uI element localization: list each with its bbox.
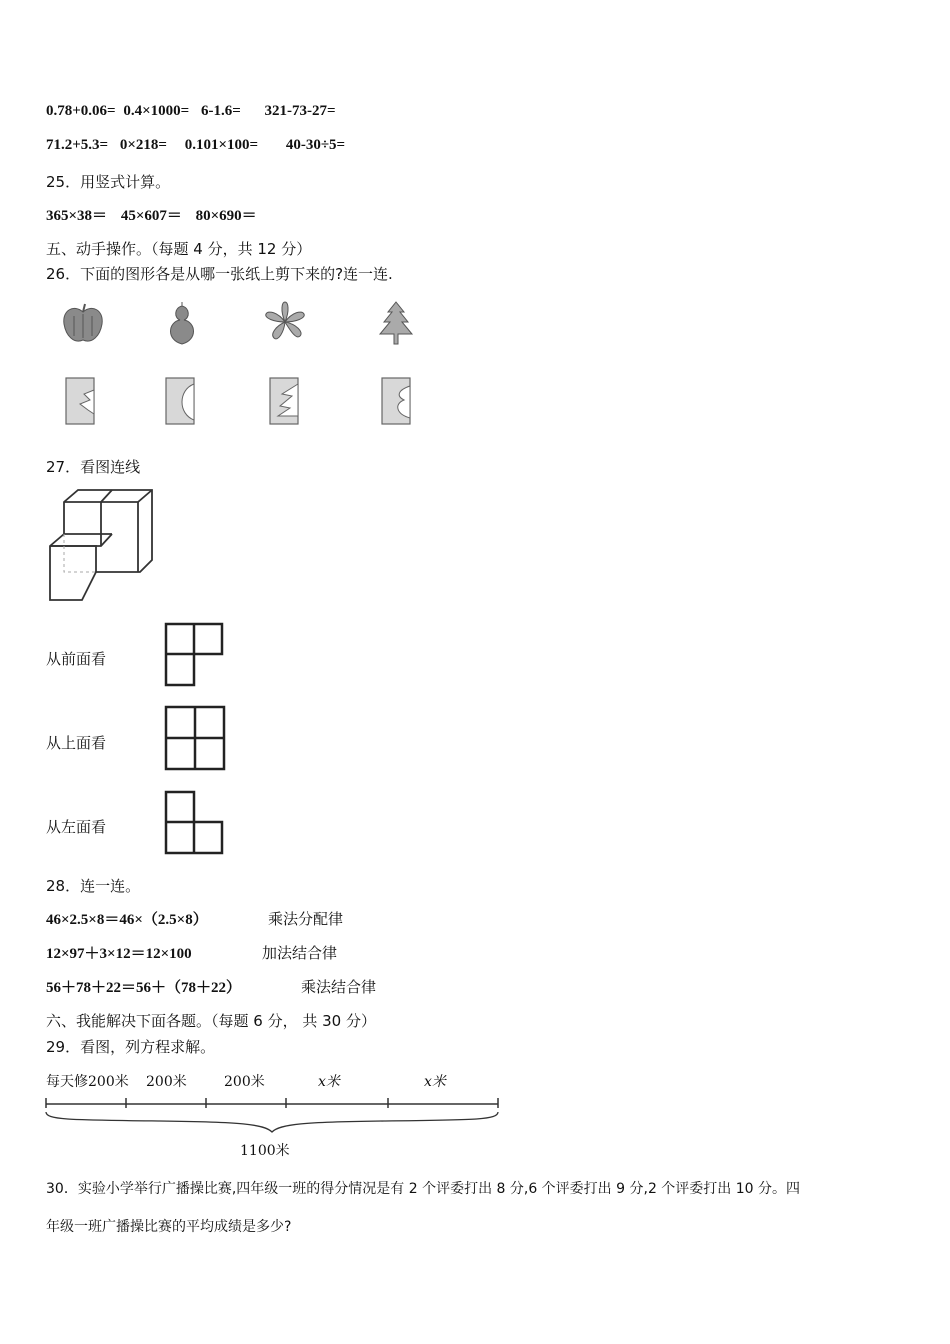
q28-right-2: 加法结合律 [262,944,338,962]
q29-seg-label-2: 200米 [146,1074,187,1090]
folded-paper-c-icon [268,376,300,426]
calc-item: 6-1.6= [200,103,241,119]
calc-item: 365×38＝ [46,208,108,224]
tree-shape-icon [376,300,416,346]
q28-left-1: 46×2.5×8＝46×（2.5×8） [46,912,208,928]
cube-stack-figure [46,488,158,604]
question-25-title: 25．用竖式计算。 [46,173,171,191]
calc-item: 321-73-27= [264,103,336,119]
q29-seg-label-3: 200米 [224,1074,265,1090]
calc-item: 40-30÷5= [285,137,346,153]
calc-item: 71.2+5.3= [46,137,109,153]
q29-seg-label-1: 每天修200米 [46,1074,129,1090]
calc-item: 80×690＝ [195,208,257,224]
calc-item: 0×218= [119,137,167,153]
question-28-title: 28．连一连。 [46,877,141,895]
folded-paper-d-icon [380,376,412,426]
top-view-label: 从上面看 [46,734,107,752]
gourd-shape-icon [162,300,202,346]
question-30-line-2: 年级一班广播操比赛的平均成绩是多少? [46,1219,292,1235]
section-5-heading: 五、动手操作。（每题 4 分，共 12 分） [46,240,312,258]
q28-right-3: 乘法结合律 [301,978,377,996]
q28-right-1: 乘法分配律 [268,910,344,928]
front-view-label: 从前面看 [46,650,107,668]
question-27-title: 27．看图连线 [46,458,141,476]
calc-item: 0.78+0.06= [46,103,116,119]
top-view-grid [164,705,228,771]
calc-item: 0.4×1000= [123,103,190,119]
q29-seg-label-4: x米 [318,1074,340,1090]
folded-paper-a-icon [64,376,96,426]
question-25-items [46,204,257,225]
calc-row-2 [46,137,345,154]
q28-left-3: 56＋78＋22＝56＋（78＋22） [46,980,242,996]
calc-item: 0.101×100= [184,137,259,153]
left-view-grid [164,790,226,856]
question-30-line-1: 30．实验小学举行广播操比赛,四年级一班的得分情况是有 2 个评委打出 8 分,6 个评委打出 9 分,2 个评委打出 10 分。四 [46,1181,801,1197]
q29-seg-label-5: x米 [424,1074,446,1090]
left-view-label: 从左面看 [46,818,107,836]
question-26-title: 26．下面的图形各是从哪一张纸上剪下来的?连一连. [46,265,393,283]
folded-paper-b-icon [164,376,196,426]
q28-left-2: 12×97＋3×12＝12×100 [46,946,192,962]
apple-shape-icon [60,300,106,346]
flower-shape-icon [262,300,308,344]
question-29-title: 29．看图，列方程求解。 [46,1038,216,1056]
q29-total-label: 1100米 [240,1143,290,1159]
front-view-grid [164,622,226,688]
calc-row-1 [46,103,336,120]
q29-segment-diagram [40,1094,510,1134]
calc-item: 45×607＝ [120,208,182,224]
section-6-heading: 六、我能解决下面各题。（每题 6 分， 共 30 分） [46,1012,376,1030]
